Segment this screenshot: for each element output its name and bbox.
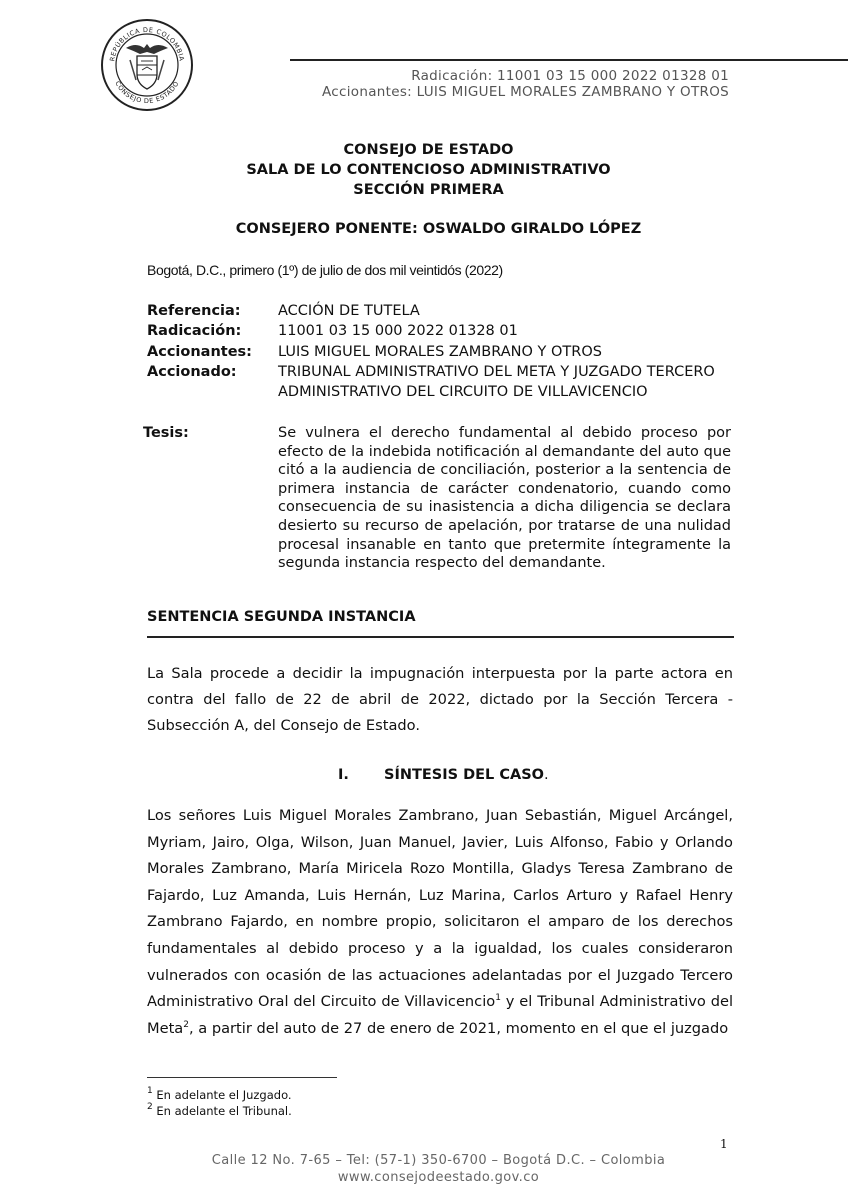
sentencia-rule — [147, 636, 734, 638]
synthesis-text: Los señores Luis Miguel Morales Zambrano, Juan Sebastián, Miguel Arcángel, Myriam, Jairo, Olga, Wilson, Juan Manuel, Javier, Luis Alfonso, Fabio y Orlando Morales Zambrano, María Miricela Rozo Montilla, Gladys Teresa Zambrano de Fajardo, Luz Amanda, Luis Hernán, Luz Marina, Carlos Arturo y Rafael Henry Zambrano Fajardo, en nombre propio, solicitaron el amparo de los derechos fundamentales al debido proceso y a la igualdad, los cuales consideraron vulnerados con ocasión de las actuaciones adelantadas por el Juzgado Tercero Administrativo Oral del Circuito de Villavicencio — [147, 807, 733, 1011]
svg-text:CONSEJO DE ESTADO: CONSEJO DE ESTADO — [113, 79, 181, 106]
svg-text:REPÚBLICA DE COLOMBIA: REPÚBLICA DE COLOMBIA — [108, 25, 186, 63]
reference-label: Accionantes: — [147, 344, 252, 360]
footnote-ref-2[interactable]: 2 — [183, 1019, 189, 1030]
section-title-period: . — [543, 767, 549, 783]
court-chamber: SALA DE LO CONTENCIOSO ADMINISTRATIVO — [246, 162, 611, 178]
reference-value: 11001 03 15 000 2022 01328 01 — [278, 323, 518, 339]
synthesis-text: , a partir del auto de 27 de enero de 2021, momento en el que el juzgado — [188, 1019, 729, 1037]
reference-label: Referencia: — [147, 303, 241, 319]
header-accionantes: Accionantes: LUIS MIGUEL MORALES ZAMBRANO Y OTROS — [321, 84, 729, 100]
footnote — [147, 1103, 292, 1119]
footer-address: Calle 12 No. 7-65 – Tel: (57-1) 350-6700 – Bogotá D.C. – Colombia — [211, 1153, 666, 1168]
synthesis-paragraph — [147, 803, 733, 1042]
consejero-ponente: CONSEJERO PONENTE: OSWALDO GIRALDO LÓPEZ — [235, 221, 642, 237]
footnote — [147, 1087, 292, 1103]
section-heading — [338, 767, 549, 783]
footnote-text: En adelante el Juzgado. — [156, 1088, 292, 1102]
section-title: SÍNTESIS DEL CASO — [384, 767, 544, 783]
header-rule — [290, 59, 848, 61]
page-footer — [0, 1152, 857, 1186]
synthesis-text: y el Tribunal Administrativo del Meta — [147, 993, 734, 1037]
footnote-mark: 2 — [147, 1102, 153, 1112]
header-radicacion: Radicación: 11001 03 15 000 2022 01328 01 — [411, 68, 729, 84]
page-number: 1 — [720, 1137, 728, 1151]
reference-value: ACCIÓN DE TUTELA — [278, 303, 420, 319]
consejo-de-estado-seal — [100, 18, 194, 112]
footnote-rule — [147, 1077, 337, 1078]
section-number: I. — [338, 767, 349, 783]
date-line: Bogotá, D.C., primero (1º) de julio de dos mil veintidós (2022) — [147, 262, 503, 278]
court-section: SECCIÓN PRIMERA — [353, 182, 504, 198]
footer-website[interactable]: www.consejodeestado.gov.co — [337, 1170, 540, 1185]
reference-label: Radicación: — [147, 323, 242, 339]
footnote-ref-1[interactable]: 1 — [495, 993, 501, 1004]
intro-paragraph: La Sala procede a decidir la impugnación interpuesta por la parte actora en contra del fallo de 22 de abril de 2022, dictado por la Sección Tercera - Subsección A, del Consejo de Estado. — [147, 665, 733, 734]
footnote-mark: 1 — [147, 1086, 153, 1096]
reference-value: TRIBUNAL ADMINISTRATIVO DEL META Y JUZGADO TERCERO — [278, 364, 715, 380]
reference-value: ADMINISTRATIVO DEL CIRCUITO DE VILLAVICENCIO — [278, 384, 648, 400]
running-header — [322, 68, 729, 100]
reference-value: LUIS MIGUEL MORALES ZAMBRANO Y OTROS — [278, 344, 602, 360]
reference-label: Accionado: — [147, 364, 237, 380]
tesis-text: Se vulnera el derecho fundamental al debido proceso por efecto de la indebida notificación al demandante del auto que citó a la audiencia de conciliación, posterior a la sentencia de primera instancia de carácter condenatorio, cuando como consecuencia de su inasistencia a dicha diligencia se declara desierto su recurso de apelación, por tratarse de una nulidad procesal insanable en tanto que pretermite íntegramente la segunda instancia respecto del demandante. — [278, 425, 731, 572]
footnote-text: En adelante el Tribunal. — [156, 1104, 292, 1118]
footnotes — [147, 1087, 292, 1119]
court-title — [0, 140, 857, 200]
court-name: CONSEJO DE ESTADO — [343, 142, 514, 158]
sentencia-heading: SENTENCIA SEGUNDA INSTANCIA — [147, 609, 416, 625]
tesis-label: Tesis: — [143, 425, 189, 441]
